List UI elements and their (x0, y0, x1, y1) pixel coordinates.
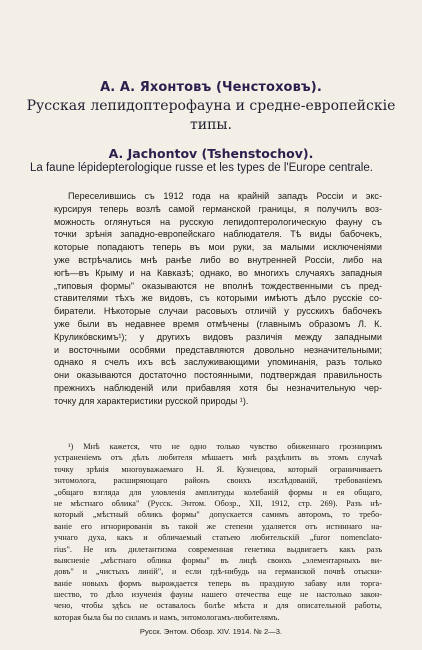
footnote-line: выясненiе „мѣстнаго облика формы" въ лицѣ своихъ „элементарныхъ ви- (54, 555, 382, 565)
footnote-line: не мѣстнаго облика" (Русск. Энтом. Обозр., XII, 1912, стр. 269). Разъ нѣ- (54, 498, 382, 508)
main-line: уже были въ недавнее время отмѣчены (главнымъ образомъ Л. К. (54, 318, 382, 329)
title-russian-line-1: Русская лепидоптерофауна и средне-европейскiе (26, 98, 396, 114)
footnote-line: ванiе новыхъ формъ вырождается теперь въ праздную забаву или торга- (54, 578, 382, 588)
main-line: биратели. Нѣкоторые случаи расовыхъ отличiй у русскихъ бабочекъ (54, 306, 382, 317)
main-line: которые попадаютъ теперь въ мои руки, за малыми исключенiями (54, 242, 382, 253)
main-paragraph (54, 190, 382, 408)
main-line: однако я счелъ ихъ всѣ заслуживающими упоминанiя, разъ только (54, 357, 382, 368)
main-line: точку для характеристики русской природы ¹). (54, 395, 249, 406)
main-line: югѣ—въ Крыму и на Кавказѣ; однако, во многихъ случаяхъ западныя (54, 267, 382, 278)
main-line: Крулико́вскимъ¹); у другихъ видовъ различiя между западными (54, 331, 382, 342)
footnote-line: довъ" и „чистыхъ линiй", и если гдѣ-нибудь на германской почвѣ отыски- (54, 567, 382, 577)
footnote-line: энтомолога, расширяющаго районъ своихъ изслѣдованiй, требованiемъ (54, 476, 382, 486)
main-line: точки зрѣнiя западно-европейскаго наблюдателя. Тѣ виды бабочекъ, (54, 229, 382, 240)
main-line: уже встрѣчались мнѣ ранѣе либо во внутренней Россiи, либо на (54, 254, 382, 265)
footnote-line: шество, то дѣло изученiя фауны нашего отечества еще не настолько закон- (54, 590, 382, 600)
main-line: прежнихъ наблюденiй или прибавляя хотя бы незначительную чер- (54, 382, 382, 393)
footnote-line: которая была бы по силамъ и намъ, энтомологамъ-любителямъ. (54, 612, 280, 622)
main-line: курсируя теперь возлѣ самой германской границы, я получилъ воз- (54, 203, 382, 214)
footnote-line: „общаго взгляда для уловленiя амплитуды колебанiй формы и ея общаго, (54, 487, 382, 497)
main-line: можность оглянуться на русскую лепидоптерологическую фауну съ (54, 216, 382, 227)
author-name-russian: А. А. Яхонтовъ (Ченстоховъ). (100, 80, 322, 95)
footnote-line: точку зрѣнiя многоуважаемаго Н. Я. Кузнецова, который ограничиваетъ (54, 464, 382, 474)
main-line: они оказываются достаточно постоянными, подтверждая правильность (54, 370, 382, 381)
title-russian-line-2: типы. (190, 117, 232, 133)
main-line: и восточными особями представляются довольно незначительными; (54, 344, 382, 355)
footnote (54, 441, 382, 623)
title-latin: La faune lépidepterologique russe et les types de l'Europe centrale. (30, 162, 373, 174)
footnote-line: устраненiемъ отъ дѣлъ любителя мѣшаетъ мнѣ раздѣлить въ этомъ случаѣ (54, 453, 382, 463)
author-name-latin: A. Jachontov (Tshenstochov). (108, 146, 314, 161)
footnote-line: учнаго духа, какъ и обличаемый статьею любительскiй „furor nomenclato- (54, 533, 382, 543)
footnote-line: rius". Не изъ дилетантизма современная генетика выдвигаетъ какъ разъ (54, 544, 382, 554)
footnote-line: ванiе его игнорированiя въ такой же степени удаляется отъ истиннаго на- (54, 521, 382, 531)
footnote-line: чено, чтобы здѣсь не оставалось болѣе мѣста и для описательной работы, (54, 601, 382, 611)
journal-footer: Русск. Энтом. Обозр. XIV. 1914. № 2—3. (139, 627, 283, 636)
main-line: „типовыя формы" оказываются не вполнѣ тождественными съ пред- (54, 280, 382, 291)
main-line: ставителями тѣхъ же видовъ, съ которыми имѣютъ дѣло русскiе со- (54, 293, 382, 304)
footnote-line: который „мѣстный обликъ формы" допускается самимъ авторомъ, то требо- (54, 510, 382, 520)
footnote-line: ¹) Мнѣ кажется, что не одно только чувство обиженнаго гроэницимъ (68, 442, 382, 451)
main-line: Переселившись съ 1912 года на крайнiй западъ Россiи и экс- (68, 191, 382, 201)
